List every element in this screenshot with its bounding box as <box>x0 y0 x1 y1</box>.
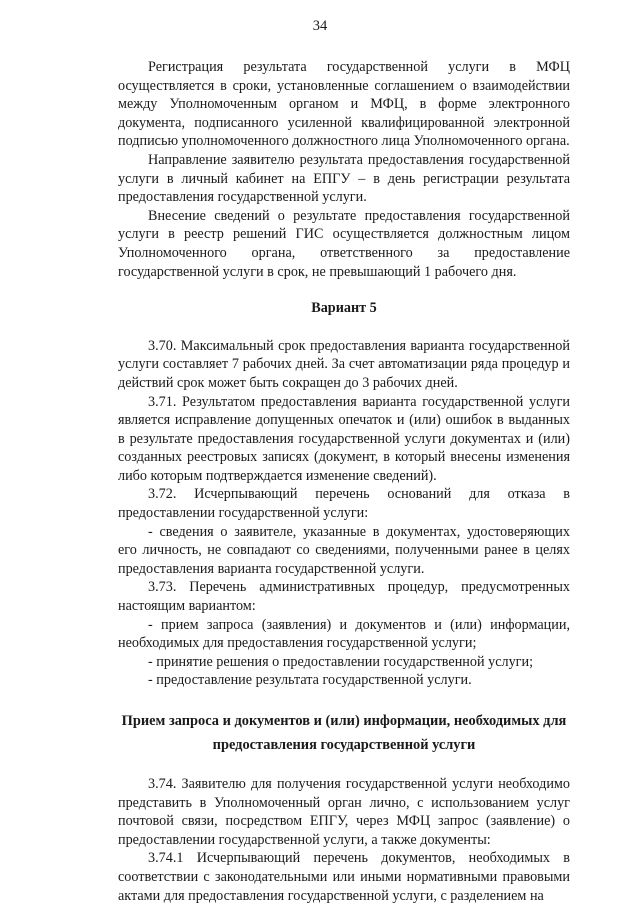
paragraph-3-71: 3.71. Результатом предоставления варианта государственной услуги является исправление допущенных опечаток и (или) ошибок в выданных в результате предоставления государственной услуги документах и (или) созданных реестровых записях (документ, в который внесены изменения либо которым подтверждается изменение сведений). <box>118 393 570 484</box>
section-heading <box>118 709 570 757</box>
paragraph-3-70: 3.70. Максимальный срок предоставления варианта государственной услуги составляет 7 рабочих дней. За счет автоматизации ряда процедур и действий срок может быть сокращен до 3 рабочих дней. <box>118 337 570 391</box>
paragraph-epgu-delivery: Направление заявителю результата предоставления государственной услуги в личный кабинет на ЕПГУ – в день регистрации результата предоставления государственной услуги. <box>118 151 570 206</box>
list-item-procedure-result: - предоставление результата государственной услуги. <box>148 672 472 689</box>
page-number: 34 <box>312 18 328 34</box>
paragraph-3-74: 3.74. Заявителю для получения государственной услуги необходимо представить в Уполномоченный орган лично, с использованием услуг почтовой связи, посредством ЕПГУ, через МФЦ запрос (заявление) о предоставлении государственной услуги, а также документы: <box>118 776 570 848</box>
list-item-procedure-reception: - прием запроса (заявления) и документов и (или) информации, необходимых для предоставления государственной услуги; <box>118 616 570 652</box>
variant-heading: Вариант 5 <box>311 300 377 317</box>
section-heading-line-1: Прием запроса и документов и (или) информации, необходимых для <box>121 713 567 729</box>
list-item-refusal-basis: - сведения о заявителе, указанные в документах, удостоверяющих его личность, не совпадают со сведениями, полученными ранее в целях предоставления варианта государственной услуги. <box>118 523 570 577</box>
paragraph-3-73: 3.73. Перечень административных процедур, предусмотренных настоящим вариантом: <box>118 579 570 615</box>
document-body <box>118 58 570 905</box>
paragraph-3-74-1: 3.74.1 Исчерпывающий перечень документов, необходимых в соответствии с законодательными или иными нормативными правовыми актами для предоставления государственной услуги, с разделением на <box>118 850 570 904</box>
paragraph-gis-registry: Внесение сведений о результате предоставления государственной услуги в реестр решений ГИС осуществляется должностным лицом Уполномоченного органа, ответственного за предоставление государственной услуги в срок, не превышающий 1 рабочего дня. <box>118 207 570 280</box>
section-heading-line-2: предоставления государственной услуги <box>212 737 476 753</box>
list-item-procedure-decision: - принятие решения о предоставлении государственной услуги; <box>148 653 534 670</box>
paragraph-mfc-registration: Регистрация результата государственной услуги в МФЦ осуществляется в сроки, установленные соглашением о взаимодействии между Уполномоченным органом и МФЦ, в форме электронного документа, подписанного усиленной квалифицированной электронной подписью уполномоченного должностного лица Уполномоченного органа. <box>118 59 570 150</box>
paragraph-3-72: 3.72. Исчерпывающий перечень оснований для отказа в предоставлении государственной услуги: <box>118 486 570 522</box>
